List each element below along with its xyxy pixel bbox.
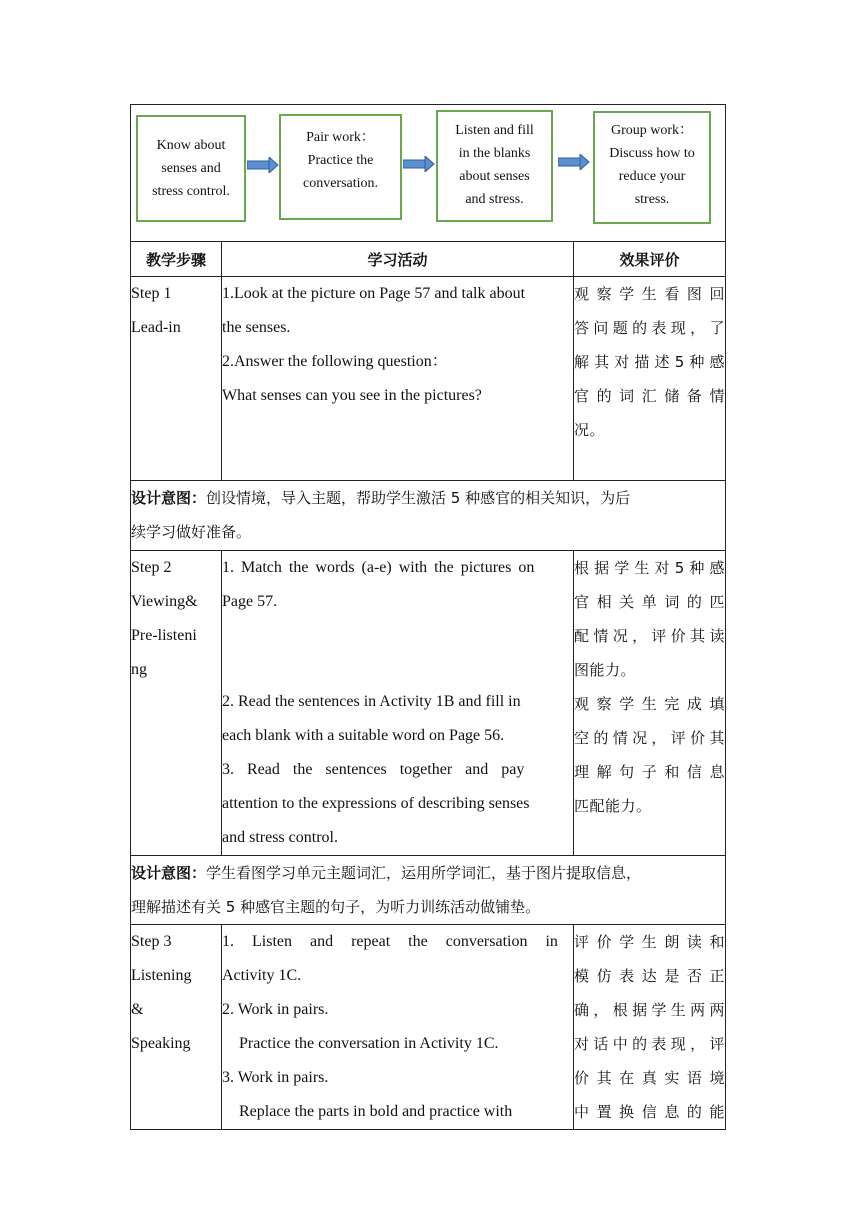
flow-text: reduce your [618, 169, 686, 184]
spacer [222, 619, 573, 685]
activity-line: What senses can you see in the pictures? [222, 387, 482, 404]
design-intent-label: 设计意图： [131, 864, 207, 882]
design-intent-2 [131, 856, 726, 925]
step2-activities [222, 551, 574, 856]
activity-line: 3. Work in pairs. [222, 1069, 329, 1086]
flow-text: Group work： [610, 123, 694, 138]
header-activity: 学习活动 [222, 242, 574, 277]
step-label-line: Pre-listeni [131, 627, 197, 644]
step-label-line: Step 1 [131, 285, 172, 302]
evaluation-line: 匹配能力。 [574, 797, 652, 815]
evaluation-line: 空的情况，评价其 [574, 729, 726, 747]
evaluation-line: 观察学生完成填 [574, 695, 726, 713]
step1-activities [222, 277, 574, 481]
step3-activities [222, 925, 574, 1130]
evaluation-line: 官相关单词的匹 [574, 593, 726, 611]
step3-row [131, 925, 726, 1130]
design-intent-text: 续学习做好准备。 [131, 523, 252, 541]
activity-line: each blank with a suitable word on Page 56. [222, 727, 505, 744]
evaluation-line: 评价学生朗读和 [574, 933, 726, 951]
flow-text: Listen and fill [455, 123, 534, 138]
arrow-right-icon [403, 156, 435, 172]
step1-label [131, 277, 222, 481]
step-label-line: Step 3 [131, 933, 172, 950]
flow-text: stress control. [152, 184, 230, 199]
activity-line: 1. Match the words (a-e) with the pictures on [222, 559, 535, 576]
evaluation-line: 对话中的表现，评 [574, 1035, 726, 1053]
flow-box-listen-fill [436, 110, 553, 222]
evaluation-line: 图能力。 [574, 661, 637, 679]
header-step: 教学步骤 [131, 242, 222, 277]
flow-text: in the blanks [458, 146, 531, 161]
evaluation-line: 况。 [574, 421, 606, 439]
flow-text: Discuss how to [609, 146, 695, 161]
evaluation-line: 观察学生看图回 [574, 285, 726, 303]
step-label-line: & [131, 1001, 144, 1018]
step-label-line: ng [131, 661, 147, 678]
activity-line: attention to the expressions of describing senses [222, 795, 530, 812]
flowchart-cell [131, 105, 726, 242]
step-label-line: Lead-in [131, 319, 181, 336]
lesson-plan-table [130, 104, 726, 1130]
flow-text: senses and [161, 161, 221, 176]
design-intent-1 [131, 481, 726, 551]
step-label-line: Listening [131, 967, 192, 984]
activity-line: 3. Read the sentences together and pay [222, 761, 525, 778]
step2-row [131, 551, 726, 856]
activity-line: Activity 1C. [222, 967, 302, 984]
flow-box-group-work [593, 111, 711, 224]
step2-label [131, 551, 222, 856]
activity-line: 2. Read the sentences in Activity 1B and fill in [222, 693, 521, 710]
activity-line: 2. Work in pairs. [222, 1001, 329, 1018]
step1-row [131, 277, 726, 481]
activity-line: 1.Look at the picture on Page 57 and talk about [222, 285, 526, 302]
flow-text: Practice the [307, 153, 374, 168]
activity-line: Replace the parts in bold and practice with [239, 1103, 513, 1120]
evaluation-line: 模仿表达是否正 [574, 967, 726, 985]
evaluation-line: 解其对描述5种感 [574, 353, 726, 371]
step3-evaluation [574, 925, 726, 1130]
flowchart-row [131, 105, 726, 242]
evaluation-line: 确，根据学生两两 [574, 1001, 726, 1019]
flow-text: conversation. [302, 176, 379, 191]
evaluation-line: 根据学生对5种感 [574, 559, 726, 577]
activity-line: the senses. [222, 319, 291, 336]
evaluation-line: 配情况，评价其读 [574, 627, 726, 645]
activity-line: 2.Answer the following question： [222, 353, 448, 370]
design-intent-text: 创设情境，导入主题，帮助学生激活 5 种感官的相关知识，为后 [206, 489, 631, 507]
flow-text: about senses [459, 169, 530, 184]
flow-text: Pair work： [306, 130, 375, 145]
flow-text: Know about [156, 138, 226, 153]
evaluation-line: 官的词汇储备情 [574, 387, 726, 405]
arrow-right-icon [247, 157, 279, 173]
arrow-right-icon [558, 154, 590, 170]
intent1-row [131, 481, 726, 551]
step3-label [131, 925, 222, 1130]
flow-text: and stress. [465, 192, 524, 207]
evaluation-line: 中置换信息的能 [574, 1103, 726, 1121]
step1-evaluation [574, 277, 726, 481]
design-intent-label: 设计意图： [131, 489, 207, 507]
activity-line: Practice the conversation in Activity 1C. [239, 1035, 499, 1052]
evaluation-line: 理解句子和信息 [574, 763, 726, 781]
design-intent-text: 学生看图学习单元主题词汇，运用所学词汇，基于图片提取信息， [206, 864, 642, 882]
header-row [131, 242, 726, 277]
intent2-row [131, 856, 726, 925]
evaluation-line: 答问题的表现，了 [574, 319, 726, 337]
flow-box-pair-work [279, 114, 402, 220]
header-evaluation: 效果评价 [574, 242, 726, 277]
activity-line: 1. Listen and repeat the conversation in [222, 933, 558, 950]
step-label-line: Step 2 [131, 559, 172, 576]
step-label-line: Viewing& [131, 593, 198, 610]
activity-line: Page 57. [222, 593, 278, 610]
flow-box-senses [136, 115, 246, 222]
step-label-line: Speaking [131, 1035, 191, 1052]
activity-line: and stress control. [222, 829, 338, 846]
evaluation-line: 价其在真实语境 [574, 1069, 726, 1087]
flow-text: stress. [634, 192, 670, 207]
design-intent-text: 理解描述有关 5 种感官主题的句子，为听力训练活动做铺垫。 [131, 898, 541, 916]
step2-evaluation [574, 551, 726, 856]
